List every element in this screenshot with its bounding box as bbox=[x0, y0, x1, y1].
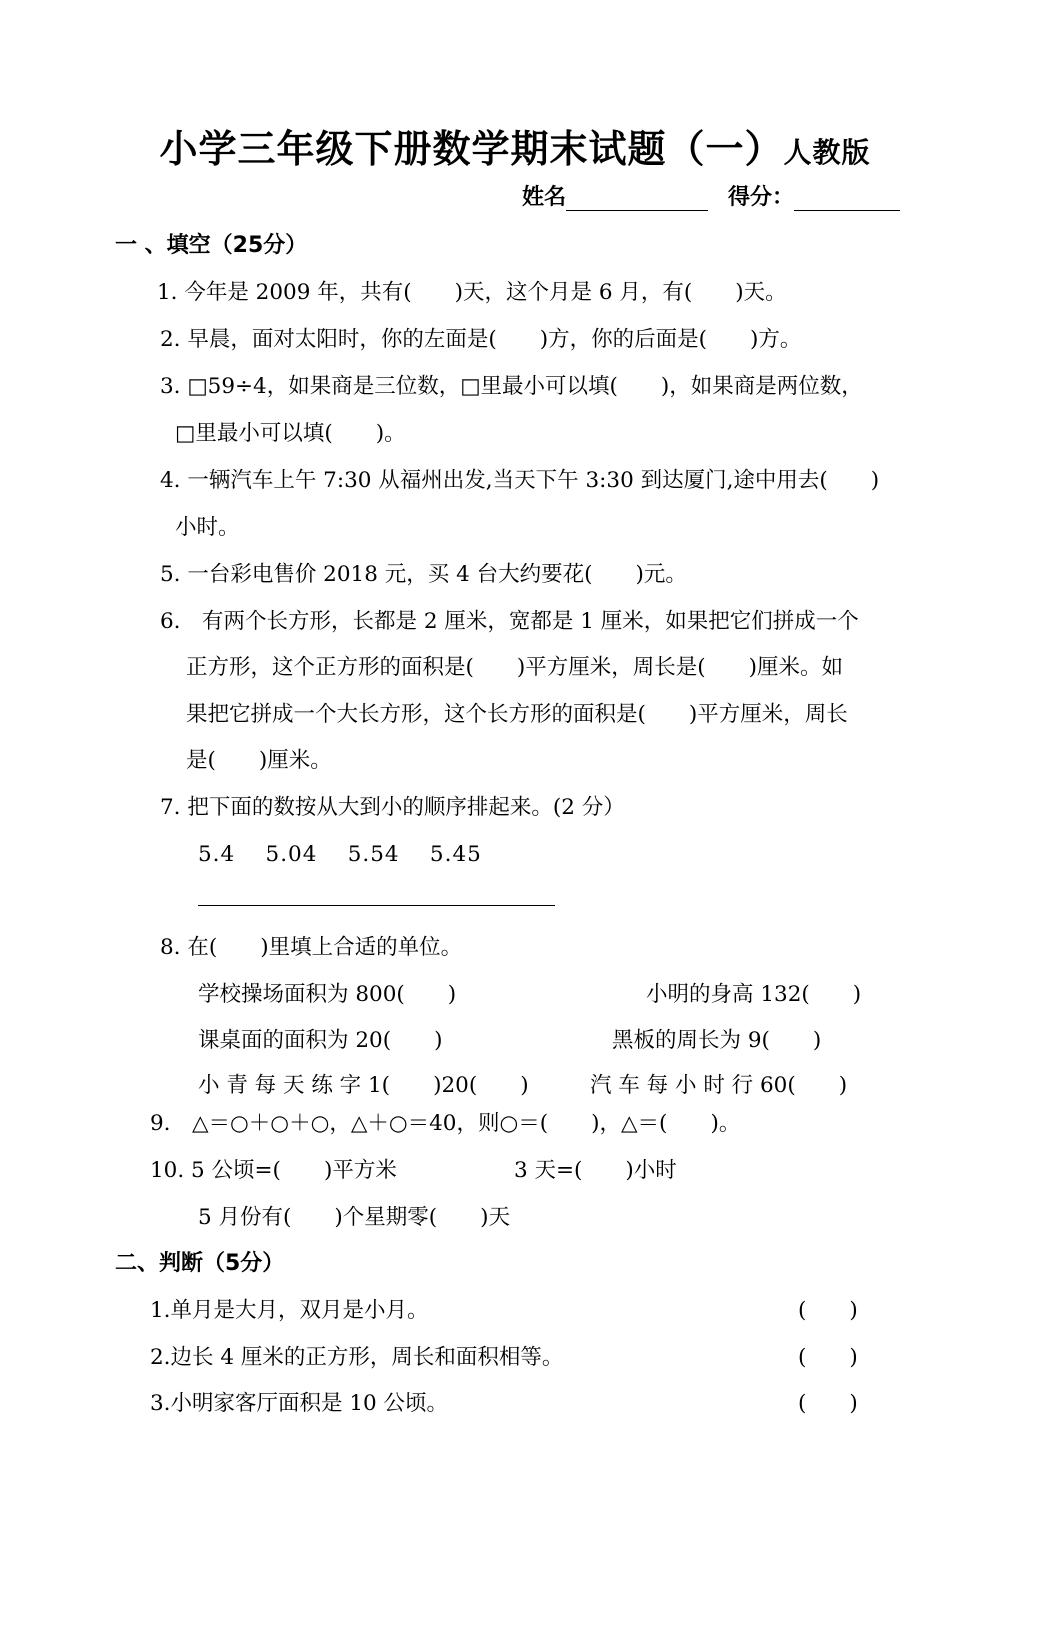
judge-3-bracket[interactable]: ( ) bbox=[798, 1391, 858, 1416]
question-1: 1. 今年是 2009 年，共有( )天，这个月是 6 月，有( )天。 bbox=[157, 280, 787, 305]
judge-3: 3.小明家客厅面积是 10 公顷。 bbox=[150, 1391, 449, 1416]
score-blank[interactable] bbox=[794, 188, 900, 211]
question-3: 3. □59÷4，如果商是三位数，□里最小可以填( )，如果商是两位数， bbox=[160, 374, 863, 399]
question-8-a: 学校操场面积为 800( ) bbox=[198, 982, 457, 1007]
name-label: 姓名 bbox=[522, 185, 567, 210]
question-4-cont: 小时。 bbox=[175, 515, 240, 540]
question-6-cont-3: 是( )厘米。 bbox=[186, 748, 332, 773]
question-2: 2. 早晨，面对太阳时，你的左面是( )方，你的后面是( )方。 bbox=[160, 327, 802, 352]
judge-2: 2.边长 4 厘米的正方形，周长和面积相等。 bbox=[150, 1345, 564, 1370]
question-5: 5. 一台彩电售价 2018 元，买 4 台大约要花( )元。 bbox=[160, 562, 687, 587]
judge-1: 1.单月是大月，双月是小月。 bbox=[150, 1298, 429, 1323]
question-10-b: 3 天=( )小时 bbox=[514, 1158, 677, 1183]
question-10: 10. 5 公顷=( )平方米 bbox=[150, 1158, 397, 1183]
section-heading-judge: 二、判断（5分） bbox=[115, 1251, 285, 1276]
question-8: 8. 在( )里填上合适的单位。 bbox=[160, 935, 463, 960]
score-label: 得分： bbox=[728, 185, 795, 210]
question-8-f: 汽 车 每 小 时 行 60( ) bbox=[590, 1073, 848, 1098]
question-8-e: 小 青 每 天 练 字 1( )20( ) bbox=[198, 1073, 529, 1098]
question-4: 4. 一辆汽车上午 7:30 从福州出发,当天下午 3:30 到达厦门,途中用去( ) bbox=[160, 468, 880, 493]
score-field[interactable] bbox=[728, 180, 900, 211]
question-8-b: 小明的身高 132( ) bbox=[646, 982, 862, 1007]
question-6-cont-1: 正方形，这个正方形的面积是( )平方厘米，周长是( )厘米。如 bbox=[186, 655, 844, 680]
question-8-d: 黑板的周长为 9( ) bbox=[612, 1028, 822, 1053]
page-title bbox=[0, 118, 1030, 173]
answer-line[interactable] bbox=[198, 905, 555, 906]
title-main: 小学三年级下册数学期末试题（一） bbox=[159, 127, 784, 171]
question-10-c: 5 月份有( )个星期零( )天 bbox=[198, 1205, 511, 1230]
section-heading-fill: 一 、填空（25分） bbox=[115, 233, 308, 258]
name-blank[interactable] bbox=[566, 188, 708, 211]
question-3-cont: □里最小可以填( )。 bbox=[175, 421, 406, 446]
question-9: 9. △＝○＋○＋○，△＋○＝40，则○＝( )，△＝( )。 bbox=[150, 1111, 741, 1136]
question-7-numbers: 5.4 5.04 5.54 5.45 bbox=[198, 842, 482, 867]
title-suffix: 人教版 bbox=[783, 136, 871, 169]
name-field[interactable] bbox=[522, 180, 708, 211]
question-6-cont-2: 果把它拼成一个大长方形，这个长方形的面积是( )平方厘米，周长 bbox=[186, 702, 848, 727]
judge-1-bracket[interactable]: ( ) bbox=[798, 1298, 858, 1323]
judge-2-bracket[interactable]: ( ) bbox=[798, 1345, 858, 1370]
question-8-c: 课桌面的面积为 20( ) bbox=[198, 1028, 443, 1053]
question-6: 6. 有两个长方形，长都是 2 厘米，宽都是 1 厘米，如果把它们拼成一个 bbox=[160, 609, 859, 634]
question-7: 7. 把下面的数按从大到小的顺序排起来。(2 分） bbox=[160, 795, 625, 820]
